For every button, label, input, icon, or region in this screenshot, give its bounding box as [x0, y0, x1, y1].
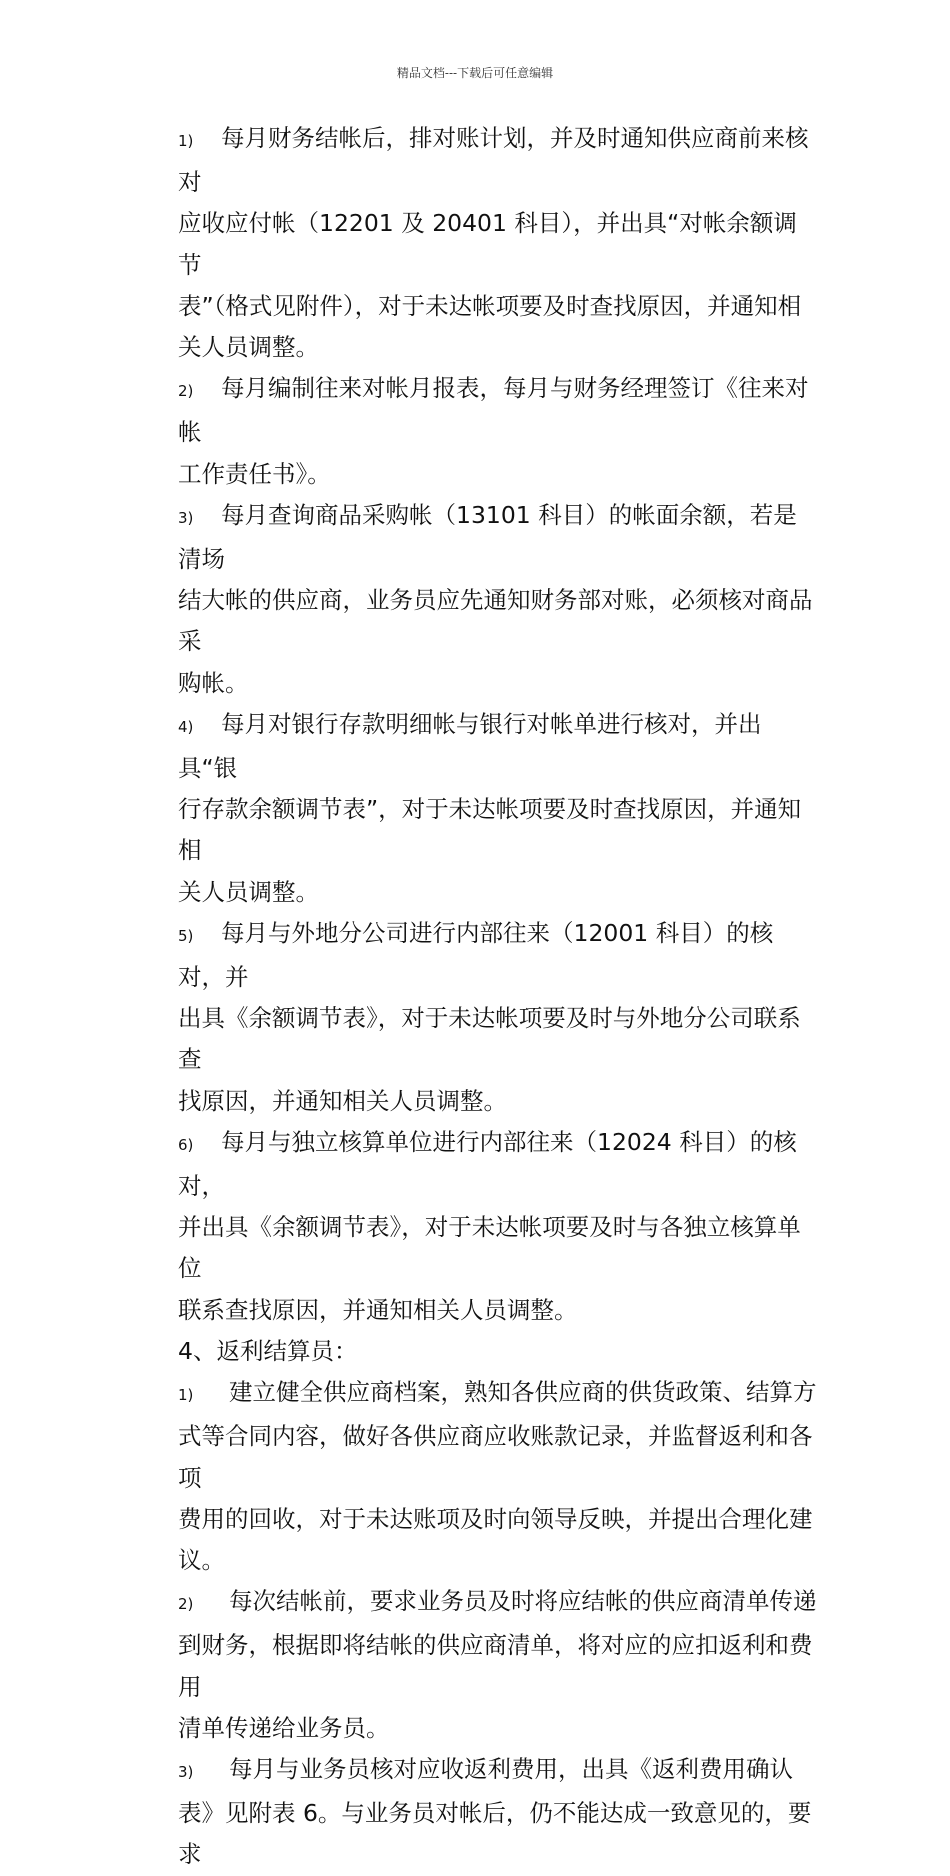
- text-line: 表》见附表 6。与业务员对帐后，仍不能达成一致意见的，要求: [178, 1799, 812, 1869]
- text-line: 找原因，并通知相关人员调整。: [178, 1086, 507, 1115]
- text-line: 结大帐的供应商，业务员应先通知财务部对账，必须核对商品采: [178, 586, 813, 656]
- text-line: 建立健全供应商档案，熟知各供应商的供货政策、结算方: [229, 1378, 817, 1407]
- text-line: 每月财务结帐后，排对账计划，并及时通知供应商前来核对: [178, 124, 809, 197]
- text-line: 每月查询商品采购帐（13101 科目）的帐面余额，若是清场: [178, 500, 797, 574]
- text-line: 应收应付帐（12201 及 20401 科目），并出具“对帐余额调节: [178, 209, 797, 279]
- text-line: 关人员调整。: [178, 877, 319, 906]
- text-line: 每月对银行存款明细帐与银行对帐单进行核对，并出具“银: [178, 709, 762, 783]
- text-line: 每月与业务员核对应收返利费用，出具《返利费用确认: [229, 1754, 793, 1783]
- paragraph-7: [178, 1372, 818, 1581]
- item-number: 1): [178, 132, 194, 150]
- item-number: 3): [178, 508, 194, 527]
- text-line: 每月编制往来对帐月报表，每月与财务经理签订《往来对帐: [178, 374, 809, 447]
- text-line: 清单传递给业务员。: [178, 1713, 390, 1742]
- text-line: 并出具《余额调节表》，对于未达帐项要及时与各独立核算单位: [178, 1213, 801, 1283]
- text-line: 行存款余额调节表”，对于未达帐项要及时查找原因，并通知相: [178, 795, 802, 865]
- paragraph-9: [178, 1749, 818, 1876]
- text-line: 出具《余额调节表》，对于未达帐项要及时与外地分公司联系查: [178, 1004, 801, 1074]
- paragraph-5: [178, 913, 818, 1122]
- text-line: 表”（格式见附件），对于未达帐项要及时查找原因，并通知相: [178, 291, 802, 320]
- text-line: 每月与外地分公司进行内部往来（12001 科目）的核对，并: [178, 918, 774, 992]
- page-header: 精品文档---下载后可任意编辑: [396, 66, 554, 80]
- item-number: 2): [178, 382, 194, 401]
- text-line: 联系查找原因，并通知相关人员调整。: [178, 1295, 578, 1324]
- text-line: 购帐。: [178, 668, 249, 697]
- item-number: 3): [178, 1762, 194, 1781]
- paragraph-8: [178, 1581, 818, 1749]
- item-number: 1): [178, 1386, 194, 1405]
- paragraph-2: [178, 368, 818, 495]
- item-number: 5): [178, 926, 194, 945]
- paragraph-3: [178, 495, 818, 704]
- text-line: 4、返利结算员：: [178, 1336, 358, 1365]
- item-number: 4): [178, 717, 194, 736]
- text-line: 到财务，根据即将结帐的供应商清单，将对应的应扣返利和费用: [178, 1631, 813, 1701]
- text-line: 每次结帐前，要求业务员及时将应结帐的供应商清单传递: [229, 1587, 817, 1616]
- paragraph-1: [178, 118, 818, 368]
- paragraph-6: [178, 1122, 818, 1331]
- text-line: 式等合同内容，做好各供应商应收账款记录，并监督返利和各项: [178, 1422, 813, 1492]
- text-line: 关人员调整。: [178, 333, 319, 362]
- paragraph-4: [178, 704, 818, 913]
- text-line: 工作责任书》。: [178, 459, 331, 488]
- document-body: [178, 118, 818, 1876]
- text-line: 费用的回收，对于未达账项及时向领导反映，并提出合理化建议。: [178, 1504, 813, 1574]
- item-number: 6): [178, 1135, 194, 1154]
- text-line: 每月与独立核算单位进行内部往来（12024 科目）的核对，: [178, 1127, 797, 1201]
- section-heading: [178, 1331, 818, 1372]
- item-number: 2): [178, 1595, 194, 1614]
